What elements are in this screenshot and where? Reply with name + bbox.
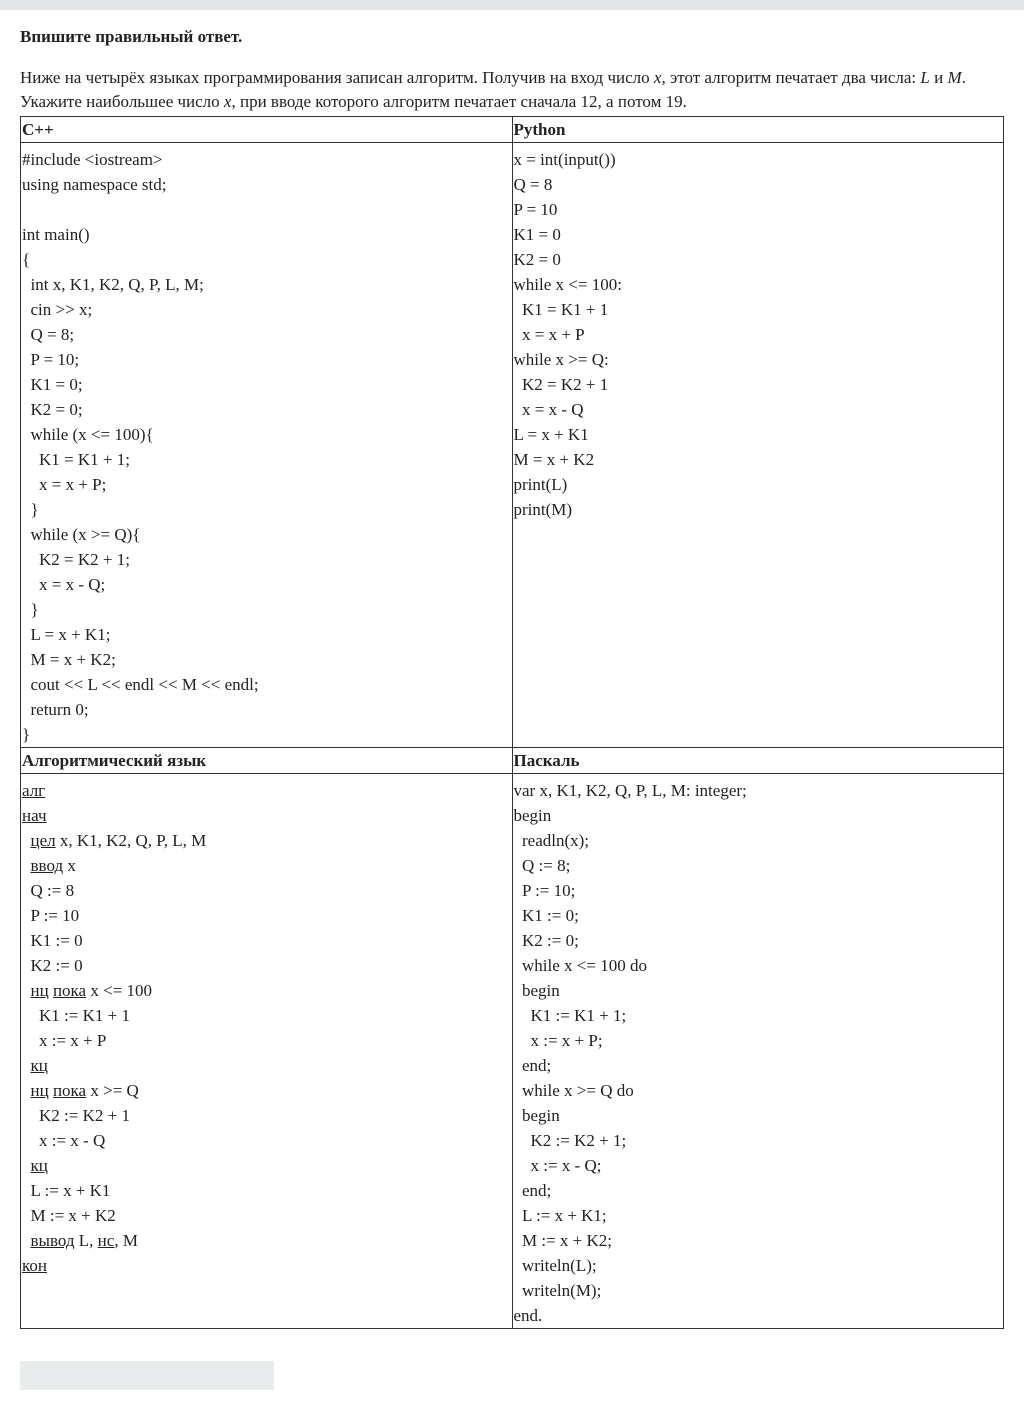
- code-line: K1 = 0;: [22, 375, 83, 394]
- code-line: Q := 8;: [513, 856, 571, 875]
- code-line: K1 := 0: [22, 931, 83, 950]
- var-m: M: [947, 68, 962, 87]
- code-line: K2 = 0;: [22, 400, 83, 419]
- code-line: K1 = 0: [513, 225, 561, 244]
- code-line: x = x + P;: [22, 475, 107, 494]
- code-line: Q = 8;: [22, 325, 75, 344]
- code-line: K1 = K1 + 1;: [22, 450, 130, 469]
- cpp-code-cell: [21, 143, 513, 748]
- code-line: L := x + K1: [22, 1181, 111, 1200]
- code-line: [22, 1078, 512, 1103]
- code-table: [20, 116, 1004, 1329]
- code-line: writeln(M);: [513, 1281, 602, 1300]
- code-line: M = x + K2;: [22, 650, 116, 669]
- code-line: P := 10;: [513, 881, 576, 900]
- code-line: K1 = K1 + 1: [513, 300, 609, 319]
- code-line: using namespace std;: [22, 175, 167, 194]
- code-line: K1 := K1 + 1: [22, 1006, 130, 1025]
- header-algo: Алгоритмический язык: [21, 748, 513, 774]
- keyword: цел: [30, 831, 56, 850]
- code-line: [22, 778, 512, 803]
- code-line: return 0;: [22, 700, 89, 719]
- code-line: [22, 1228, 512, 1253]
- var-l: L: [920, 68, 930, 87]
- code-line: {: [22, 250, 31, 269]
- code-line: cout << L << endl << M << endl;: [22, 675, 259, 694]
- answer-input[interactable]: [20, 1361, 274, 1390]
- code-line: while x >= Q:: [513, 350, 609, 369]
- code-line: L = x + K1;: [22, 625, 111, 644]
- code-text: L,: [74, 1231, 98, 1250]
- question-part: Ниже на четырёх языках программирования записан алгоритм. Получив на вход число: [20, 68, 654, 87]
- code-line: readln(x);: [513, 831, 590, 850]
- code-line: writeln(L);: [513, 1256, 597, 1275]
- code-line: [22, 853, 512, 878]
- code-line: [22, 1253, 512, 1278]
- code-line: while x >= Q do: [513, 1081, 634, 1100]
- code-line: K2 = K2 + 1: [513, 375, 609, 394]
- instruction: Впишите правильный ответ.: [20, 27, 243, 46]
- question-part: . Укажите наибольшее число: [20, 68, 966, 111]
- code-line: }: [22, 600, 39, 619]
- keyword: нц: [30, 1081, 49, 1100]
- var-x: x: [653, 68, 662, 87]
- code-line: K2 := 0;: [513, 931, 579, 950]
- code-line: x := x - Q;: [513, 1156, 602, 1175]
- code-line: x = x + P: [513, 325, 585, 344]
- code-line: K2 := K2 + 1;: [513, 1131, 627, 1150]
- code-line: K2 := K2 + 1: [22, 1106, 130, 1125]
- keyword: нс: [97, 1231, 115, 1250]
- code-line: int x, K1, K2, Q, P, L, M;: [22, 275, 204, 294]
- code-line: P = 10;: [22, 350, 80, 369]
- code-line: [22, 197, 512, 222]
- header-pascal: Паскаль: [512, 748, 1004, 774]
- code-text: x >= Q: [86, 1081, 139, 1100]
- code-line: P := 10: [22, 906, 80, 925]
- keyword: нач: [22, 806, 47, 825]
- code-text: x <= 100: [86, 981, 153, 1000]
- code-line: print(L): [513, 475, 568, 494]
- code-line: K1 := K1 + 1;: [513, 1006, 627, 1025]
- top-bar: [0, 0, 1024, 10]
- code-text: x, K1, K2, Q, P, L, M: [55, 831, 207, 850]
- keyword: нц: [30, 981, 49, 1000]
- pascal-code-cell: [512, 774, 1004, 1329]
- code-line: x = x - Q: [513, 400, 584, 419]
- python-code-cell: [512, 143, 1004, 748]
- code-line: [22, 978, 512, 1003]
- keyword: кц: [30, 1056, 48, 1075]
- code-line: Q = 8: [513, 175, 553, 194]
- code-line: }: [22, 500, 39, 519]
- code-line: K2 := 0: [22, 956, 83, 975]
- code-line: var x, K1, K2, Q, P, L, M: integer;: [513, 781, 747, 800]
- code-line: L := x + K1;: [513, 1206, 607, 1225]
- code-line: }: [22, 725, 31, 744]
- keyword: вывод: [30, 1231, 75, 1250]
- keyword: пока: [52, 1081, 87, 1100]
- code-line: x = int(input()): [513, 150, 616, 169]
- keyword: кон: [22, 1256, 47, 1275]
- code-line: K2 = 0: [513, 250, 561, 269]
- code-line: M := x + K2: [22, 1206, 116, 1225]
- code-line: x := x + P: [22, 1031, 107, 1050]
- var-x: x: [223, 92, 232, 111]
- code-line: x = x - Q;: [22, 575, 106, 594]
- code-line: begin: [513, 981, 560, 1000]
- code-line: end;: [513, 1181, 552, 1200]
- code-line: Q := 8: [22, 881, 75, 900]
- code-text: , M: [114, 1231, 138, 1250]
- code-line: [22, 803, 512, 828]
- code-line: x := x - Q: [22, 1131, 106, 1150]
- code-line: M := x + K2;: [513, 1231, 613, 1250]
- code-line: [22, 1053, 512, 1078]
- question-text: [20, 66, 1020, 114]
- code-line: K2 = K2 + 1;: [22, 550, 130, 569]
- code-line: [22, 828, 512, 853]
- code-line: begin: [513, 1106, 560, 1125]
- code-line: while x <= 100:: [513, 275, 622, 294]
- question-part: , этот алгоритм печатает два числа:: [661, 68, 921, 87]
- code-line: L = x + K1: [513, 425, 589, 444]
- code-line: x := x + P;: [513, 1031, 603, 1050]
- code-line: P = 10: [513, 200, 558, 219]
- code-line: cin >> x;: [22, 300, 93, 319]
- code-line: begin: [513, 806, 552, 825]
- code-text: x: [63, 856, 76, 875]
- header-python: Python: [512, 117, 1004, 143]
- keyword: пока: [52, 981, 87, 1000]
- code-line: M = x + K2: [513, 450, 595, 469]
- keyword: ввод: [30, 856, 64, 875]
- algo-code-cell: [21, 774, 513, 1329]
- code-line: print(M): [513, 500, 573, 519]
- code-line: #include <iostream>: [22, 150, 163, 169]
- code-line: while (x <= 100){: [22, 425, 154, 444]
- code-line: while x <= 100 do: [513, 956, 647, 975]
- keyword: алг: [22, 781, 46, 800]
- code-line: K1 := 0;: [513, 906, 579, 925]
- question-part: , при вводе которого алгоритм печатает сначала 12, а потом 19.: [231, 92, 687, 111]
- code-line: [22, 1153, 512, 1178]
- code-line: while (x >= Q){: [22, 525, 141, 544]
- code-line: end.: [513, 1306, 543, 1325]
- code-line: int main(): [22, 225, 90, 244]
- question-part: и: [929, 68, 948, 87]
- code-line: end;: [513, 1056, 552, 1075]
- header-cpp: C++: [21, 117, 513, 143]
- keyword: кц: [30, 1156, 48, 1175]
